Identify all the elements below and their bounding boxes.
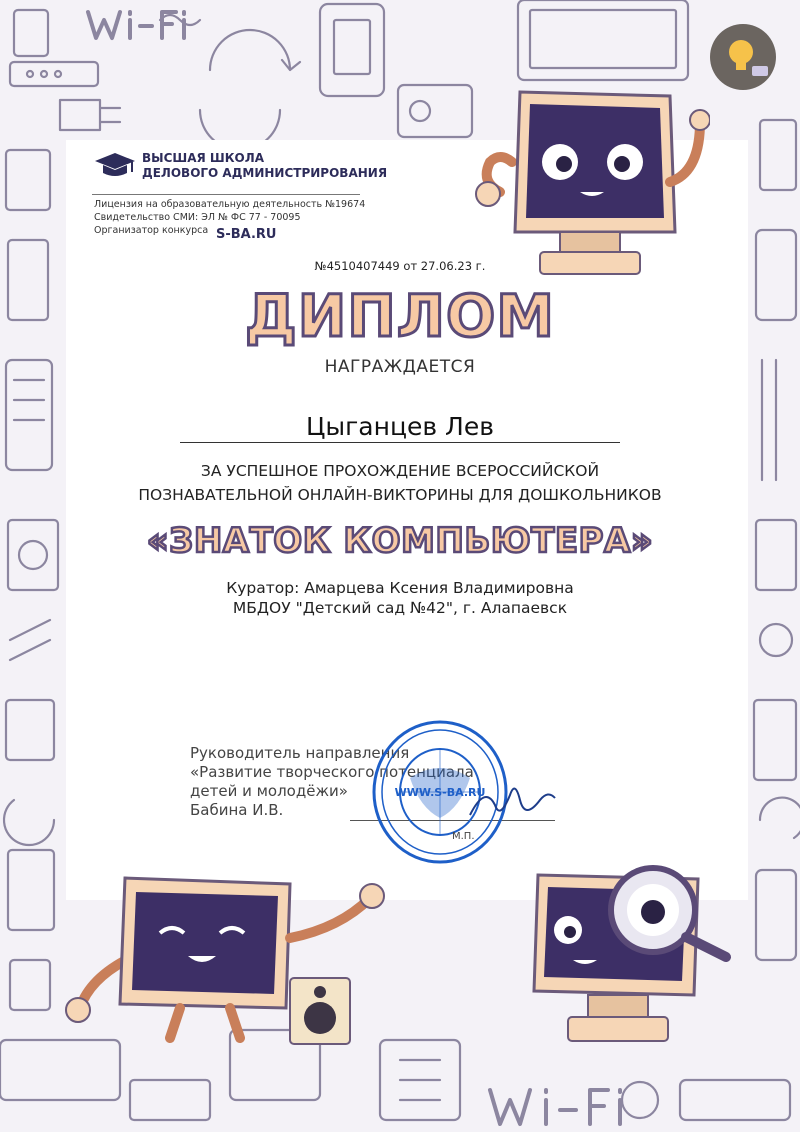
organization-name <box>142 151 387 181</box>
lightbulb-icon <box>708 22 778 92</box>
handwritten-signature <box>465 775 560 835</box>
awarded-label: НАГРАЖДАЕТСЯ <box>324 357 476 377</box>
robot-monitor-bottom-left <box>60 868 400 1048</box>
organizer-label: Организатор конкурса <box>94 225 209 236</box>
signatory-name: Бабина И.В. <box>190 801 284 819</box>
diploma-title: ДИПЛОМ <box>245 282 555 350</box>
signatory-line-1: Руководитель направления <box>190 744 410 762</box>
recipient-name: Цыганцев Лев <box>306 412 494 441</box>
license-text: Лицензия на образовательную деятельность №19674 <box>94 199 366 210</box>
organization-name-line2: ДЕЛОВОГО АДМИНИСТРИРОВАНИЯ <box>142 166 388 180</box>
signatory-line-3: детей и молодёжи» <box>190 782 348 800</box>
curator-line: Куратор: Амарцева Ксения Владимировна <box>226 579 574 597</box>
institution-line: МБДОУ "Детский сад №42", г. Алапаевск <box>232 599 568 617</box>
recipient-underline <box>180 442 620 443</box>
organizer-website: S-BA.RU <box>216 227 277 242</box>
stamp-website: WWW.S-BA.RU <box>394 786 486 799</box>
organization-name-line1: ВЫСШАЯ ШКОЛА <box>142 151 265 165</box>
mp-label: М.П. <box>452 831 475 842</box>
media-certificate-text: Свидетельство СМИ: ЭЛ № ФС 77 - 70095 <box>94 212 301 223</box>
reason-line-1: ЗА УСПЕШНОЕ ПРОХОЖДЕНИЕ ВСЕРОССИЙСКОЙ <box>200 462 600 480</box>
robot-monitor-bottom-right <box>518 855 748 1055</box>
organization-divider <box>92 194 360 195</box>
contest-name: «ЗНАТОК КОМПЬЮТЕРА» <box>146 521 654 561</box>
signatory-line-2: «Развитие творческого потенциала <box>190 763 474 781</box>
diploma-number: №4510407449 от 27.06.23 г. <box>314 259 486 273</box>
robot-monitor-top <box>460 82 710 282</box>
graduation-cap-icon <box>94 151 136 181</box>
reason-line-2: ПОЗНАВАТЕЛЬНОЙ ОНЛАЙН-ВИКТОРИНЫ ДЛЯ ДОШКОЛЬНИКОВ <box>138 486 662 504</box>
